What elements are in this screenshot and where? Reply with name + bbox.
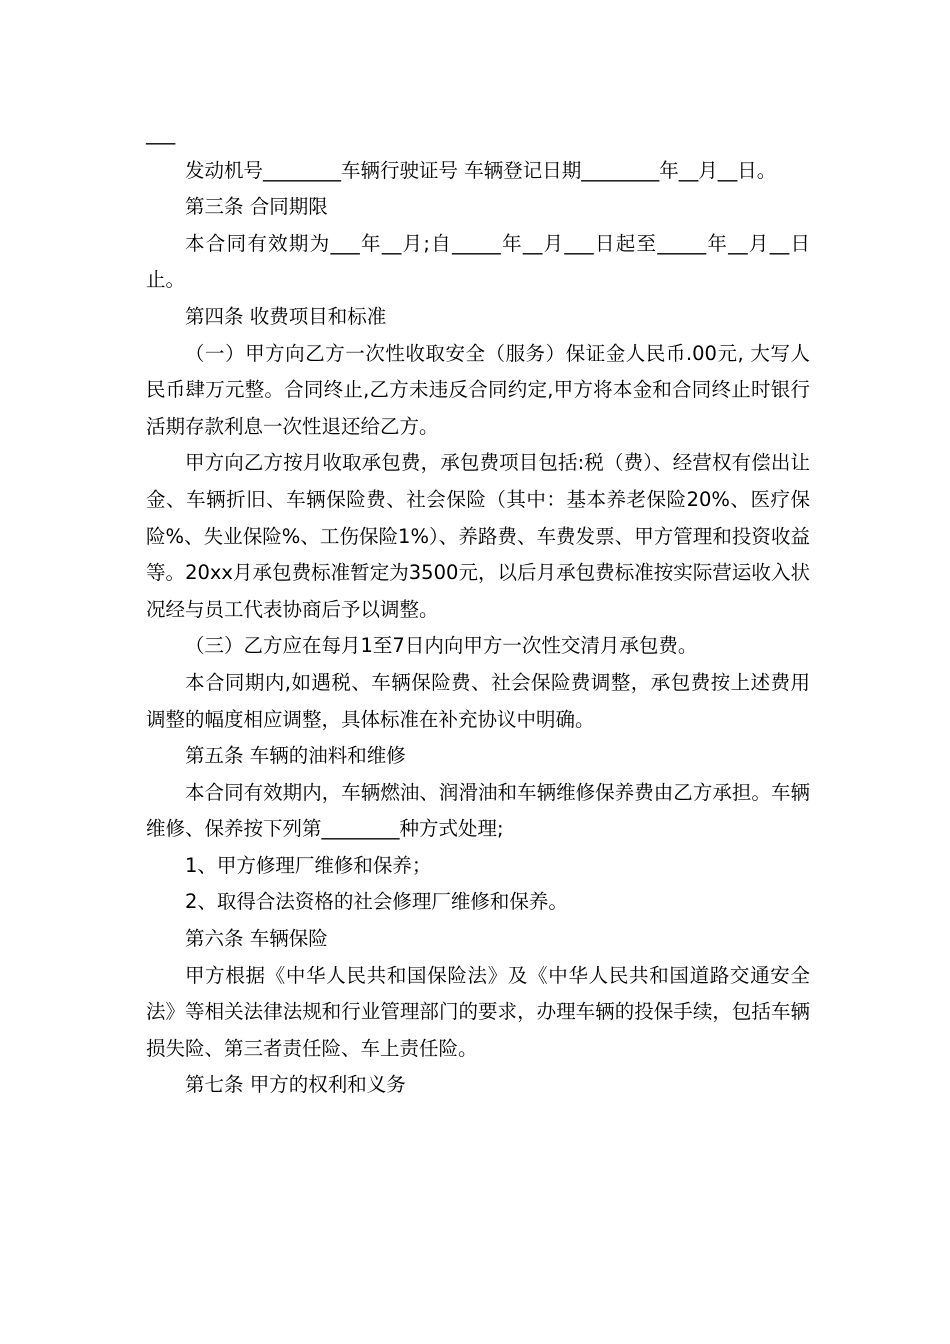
heading-article-5: 第五条 车辆的油料和维修	[185, 744, 406, 768]
paragraph-contract-term: 本合同有效期为___年__月;自_____年__月___日起至_____年__月__日止。	[146, 231, 810, 292]
paragraph-payment-schedule: （三）乙方应在每月1至7日内向甲方一次性交清月承包费。	[185, 634, 698, 658]
list-item-option-1: 1、甲方修理厂维修和保养；	[185, 853, 432, 877]
paragraph-engine-number: 发动机号________车辆行驶证号 车辆登记日期________年__月__日。	[185, 158, 777, 182]
heading-article-4: 第四条 收费项目和标准	[185, 304, 387, 328]
paragraph-monthly-fee: 甲方向乙方按月收取承包费，承包费项目包括:税（费）、经营权有偿出让金、车辆折旧、车辆保险费、社会保险（其中：基本养老保险20%、医疗保险%、失业保险%、工伤保险1%）、养路费、车费发票、甲方管理和投资收益等。20xx月承包费标准暂定为3500元，以后月承包费标准按实际营运收入状况经与员工代表协商后予以调整。	[146, 451, 810, 621]
paragraph-deposit: （一）甲方向乙方一次性收取安全（服务）保证金人民币.00元, 大写人民币肆万元整。合同终止,乙方未违反合同约定,甲方将本金和合同终止时银行活期存款利息一次性退还给乙方。	[146, 341, 810, 438]
list-item-option-2: 2、取得合法资格的社会修理厂维修和保养。	[185, 890, 568, 914]
heading-article-3: 第三条 合同期限	[185, 195, 328, 219]
paragraph-fee-adjustment: 本合同期内,如遇税、车辆保险费、社会保险费调整，承包费按上述费用调整的幅度相应调整，具体标准在补充协议中明确。	[146, 670, 810, 731]
heading-article-6: 第六条 车辆保险	[185, 927, 328, 951]
heading-article-7: 第七条 甲方的权利和义务	[185, 1073, 406, 1097]
top-underline: ___	[146, 122, 176, 145]
document-body	[146, 116, 810, 1104]
paragraph-insurance: 甲方根据《中华人民共和国保险法》及《中华人民共和国道路交通安全法》等相关法律法规和行业管理部门的要求，办理车辆的投保手续，包括车辆损失险、第三者责任险、车上责任险。	[146, 963, 810, 1060]
paragraph-fuel-maintenance: 本合同有效期内，车辆燃油、润滑油和车辆维修保养费由乙方承担。车辆维修、保养按下列第________种方式处理;	[146, 780, 810, 841]
